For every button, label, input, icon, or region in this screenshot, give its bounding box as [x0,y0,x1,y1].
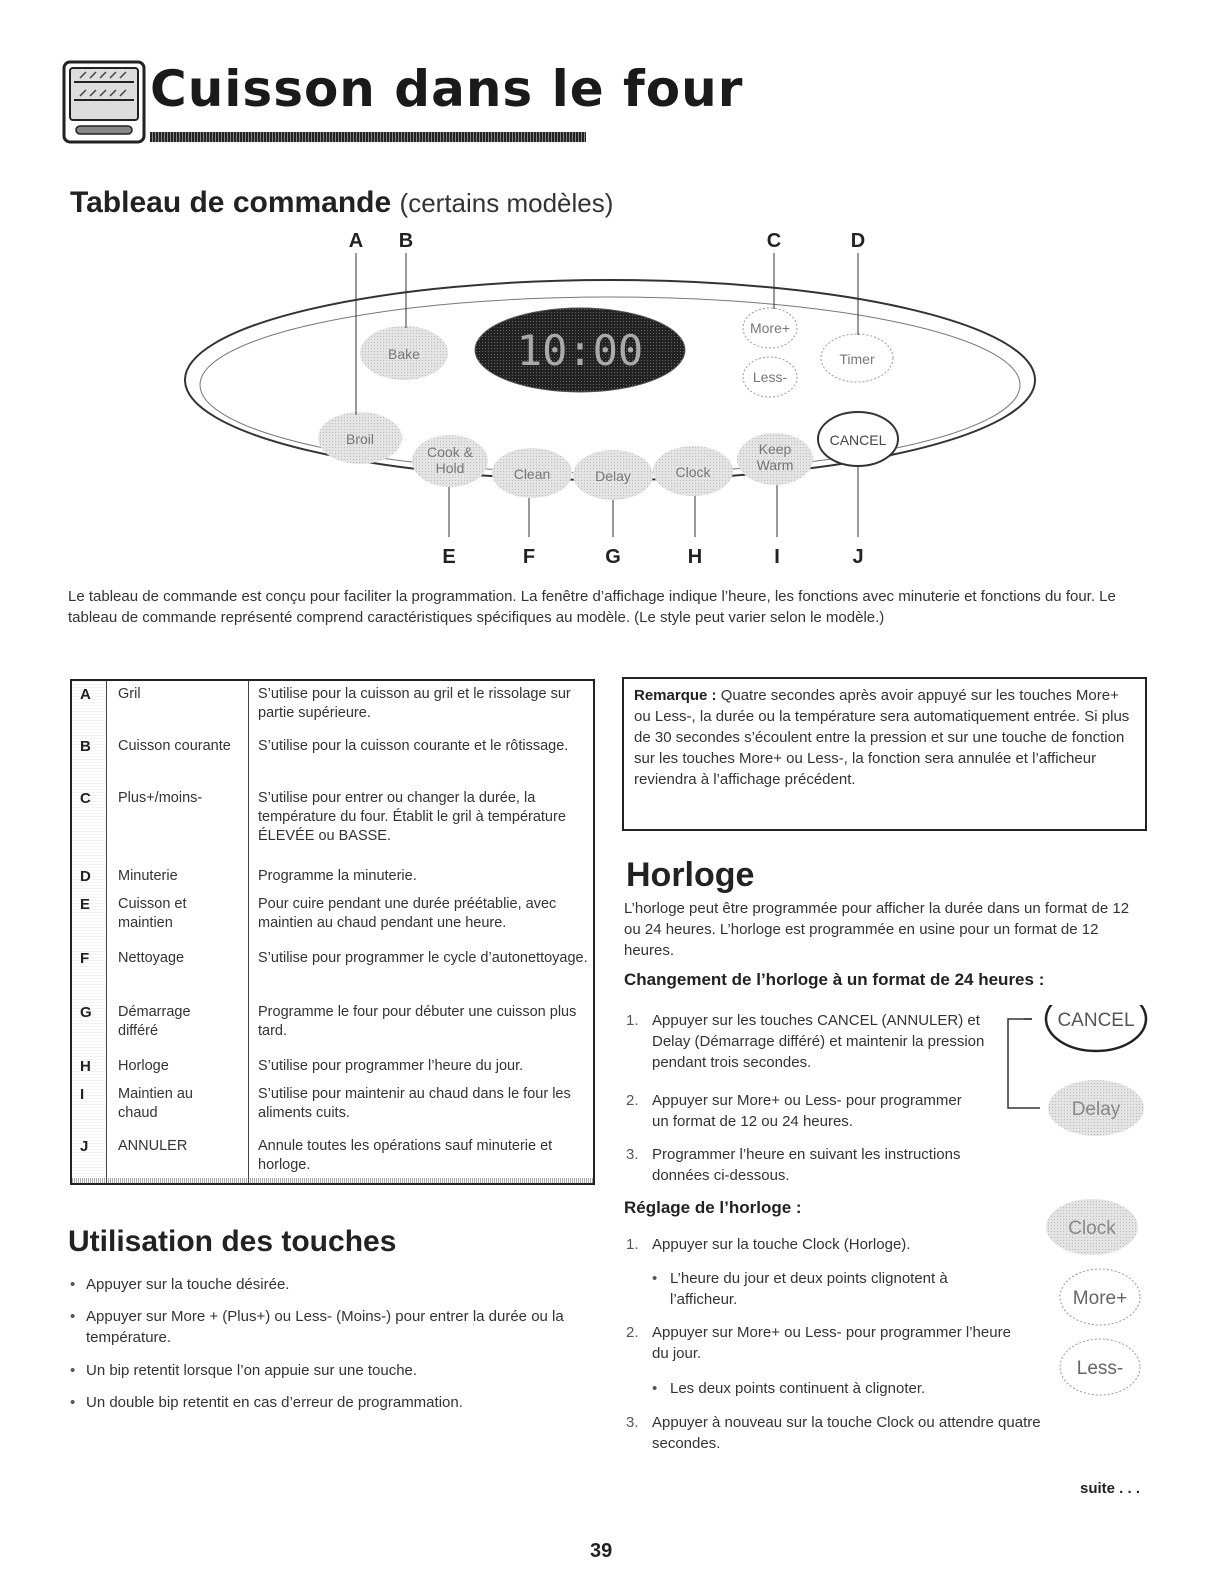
table-letter: D [80,868,91,885]
table-letter: F [80,950,90,967]
table-divider [106,681,107,1183]
list-item: • Appuyer sur More + (Plus+) ou Less- (Moins-) pour entrer la durée ou la température. [70,1306,610,1348]
label-c: C [766,230,782,252]
page-title: Cuisson dans le four [150,60,744,118]
note-box [622,677,1147,831]
list-item: • L’heure du jour et deux points clignotent à l’afficheur. [652,1268,1012,1310]
label-e: E [442,546,456,568]
step-text: Appuyer sur More+ ou Less- pour programmer un format de 12 ou 24 heures. [652,1092,962,1130]
clock-button-label: Clock [1068,1218,1116,1239]
label-i: I [774,546,780,568]
list-item [626,1144,1016,1186]
less-button-label: Less- [752,369,788,385]
cook-hold-label-1: Cook & [427,444,473,460]
table-letter: C [80,790,91,807]
table-letter: B [80,738,91,755]
keep-warm-label-1: Keep [758,441,792,457]
more-button-label: More+ [1072,1288,1128,1309]
table-letter: I [80,1086,85,1103]
timer-button-label: Timer [839,351,875,367]
list-item [626,1412,1106,1454]
step-number: 2. [626,1324,639,1341]
step-number: 3. [626,1414,639,1431]
step-text: Appuyer sur More+ ou Less- pour programmer l’heure du jour. [652,1324,1011,1362]
step-text: Appuyer à nouveau sur la touche Clock ou attendre quatre secondes. [652,1414,1041,1452]
list-item [626,1322,1016,1364]
section-heading-tableau [70,186,613,220]
subheading-24h: Changement de l’horloge à un format de 24 heures : [624,970,1045,989]
table-desc: S’utilise pour programmer l’heure du jour. [258,1058,524,1074]
broil-button-label: Broil [345,431,375,447]
step-text: Appuyer sur les touches CANCEL (ANNULER) et Delay (Démarrage différé) et maintenir la pression pendant trois secondes. [652,1012,985,1071]
less-button-label: Less- [1076,1358,1124,1379]
oven-icon [62,60,146,144]
label-d: D [850,230,866,252]
table-desc: S’utilise pour entrer ou changer la durée, la température du four. Établit le gril à température ÉLEVÉE ou BASSE. [258,790,566,844]
table-letter: G [80,1004,92,1021]
display-time: 10:00 [516,326,644,375]
intro-paragraph: Le tableau de commande est conçu pour faciliter la programmation. La fenêtre d’affichage indique l’heure, les fonctions avec minuterie et fonctions du four. Le tableau de commande représenté comprend caractéristiques spécifiques au modèle. (Le style peut varier selon le modèle.) [68,588,1116,626]
subheading-reglage: Réglage de l’horloge : [624,1198,802,1217]
table-name: Démarrage différé [118,1004,191,1039]
label-a: A [348,230,364,252]
label-f: F [522,546,536,568]
button-illustration-group [998,1005,1148,1145]
table-desc: Programme le four pour débuter une cuisson plus tard. [258,1004,577,1039]
table-name: Gril [118,686,141,702]
cancel-button-label: CANCEL [829,432,887,448]
keep-warm-label-2: Warm [756,457,794,473]
list-item [626,1090,976,1132]
step-text: Programmer l’heure en suivant les instructions données ci-dessous. [652,1146,961,1184]
more-button-label: More+ [749,320,791,336]
table-desc: Programme la minuterie. [258,868,417,884]
table-letter: J [80,1138,89,1155]
table-name: Plus+/moins- [118,790,203,806]
horloge-intro: L’horloge peut être programmée pour afficher la durée dans un format de 12 ou 24 heures. L’horloge est programmée en usine pour un format de 12 heures. [624,900,1130,959]
delay-button-label: Delay [595,468,631,484]
table-name: ANNULER [118,1138,188,1154]
section-heading-text: Tableau de commande [70,186,392,219]
section-heading-touches: Utilisation des touches [68,1225,397,1258]
table-name: Minuterie [118,868,178,884]
cancel-button-label: CANCEL [1057,1010,1135,1031]
label-g: G [605,546,621,568]
step-number: 1. [626,1012,639,1029]
table-desc: S’utilise pour la cuisson courante et le rôtissage. [258,738,569,754]
clock-button-label: Clock [675,464,711,480]
label-b: B [398,230,414,252]
table-desc: S’utilise pour programmer le cycle d’autonettoyage. [258,950,588,966]
function-table [70,679,595,1185]
list-item: • Un double bip retentit en cas d’erreur de programmation. [70,1392,610,1413]
table-name: Cuisson et maintien [118,896,187,931]
table-letter: H [80,1058,91,1075]
label-h: H [687,546,703,568]
table-desc: Annule toutes les opérations sauf minuterie et horloge. [258,1138,553,1173]
table-desc: S’utilise pour la cuisson au gril et le rissolage sur partie supérieure. [258,686,571,721]
note-text: Quatre secondes après avoir appuyé sur les touches More+ ou Less-, la durée ou la température sera automatiquement entrée. Si plus de 30 secondes s’écoulent entre la pression et sur une touche de fonction sur les touches More+ ou Less-, la fonction sera annulée et l’afficheur reviendra à l’affichage précédent. [634,687,1130,788]
table-divider [248,681,249,1183]
note-label: Remarque : [634,687,717,704]
list-item: • Appuyer sur la touche désirée. [70,1274,610,1295]
list-item [626,1010,1001,1073]
table-name: Cuisson courante [118,738,231,754]
list-item [626,1234,1016,1255]
step-number: 3. [626,1146,639,1163]
step-number: 2. [626,1092,639,1109]
table-desc: Pour cuire pendant une durée préétablie, avec maintien au chaud pendant une heure. [258,896,557,931]
cook-hold-label-2: Hold [435,460,465,476]
clean-button-label: Clean [513,466,551,482]
table-desc: S’utilise pour maintenir au chaud dans le four les aliments cuits. [258,1086,571,1121]
control-panel-diagram [170,225,1050,575]
table-letter: E [80,896,91,913]
table-name: Nettoyage [118,950,185,966]
list-item: • Les deux points continuent à clignoter. [652,1378,1012,1399]
table-name: Horloge [118,1058,169,1074]
continued-label: suite . . . [1080,1480,1141,1497]
button-illustration-group [1030,1195,1150,1405]
title-underline [150,132,586,142]
connector-line [1008,1019,1040,1108]
delay-button-label: Delay [1071,1099,1121,1120]
list-item: • Un bip retentit lorsque l’on appuie sur une touche. [70,1360,610,1381]
section-heading-sub: (certains modèles) [399,188,614,218]
step-number: 1. [626,1236,639,1253]
page-number: 39 [590,1540,613,1562]
label-j: J [852,546,864,568]
table-letter: A [80,686,91,703]
bake-button-label: Bake [388,346,420,362]
section-heading-horloge: Horloge [626,856,755,894]
step-text: Appuyer sur la touche Clock (Horloge). [652,1236,911,1253]
table-name: Maintien au chaud [118,1086,193,1121]
